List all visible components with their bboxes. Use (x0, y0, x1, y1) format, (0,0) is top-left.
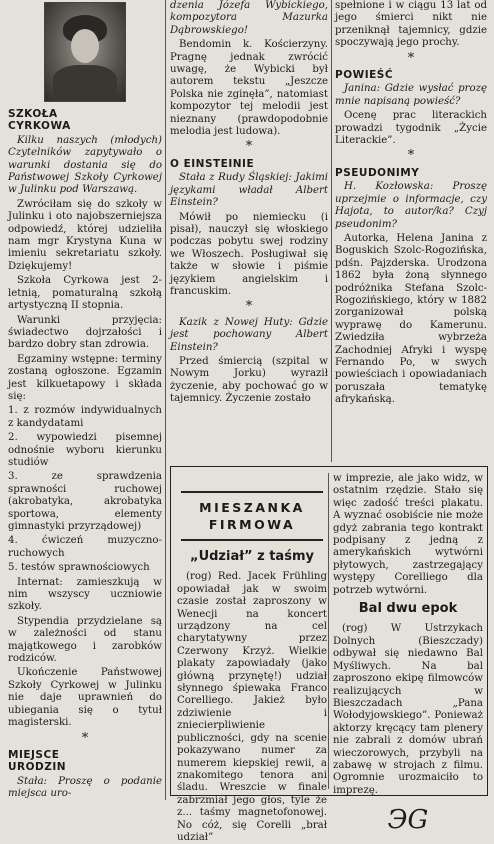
answer-paragraph: Ukończenie Państwowej Szkoły Cyrkowej w Julinku nie daje uprawnień do ubiegania się o tytuł magisterski. (8, 667, 162, 729)
reader-question-continued: dzenia Józefa Wybickiego, kompozytora Mazurka Dąbrowskiego! (170, 0, 328, 36)
star-separator-icon: * (245, 299, 253, 315)
reader-question: Stała: Proszę o podanie miejsca uro- (8, 775, 162, 800)
answer-paragraph: Szkoła Cyrkowa jest 2-letnią, pomaturalną szkołą artystyczną II stopnia. (8, 275, 162, 312)
answer-paragraph: Przed śmiercią (szpital w Nowym Jorku) wyraził życzenie, aby pochować go w tajemnicy. Życzenie zostało (170, 355, 328, 405)
heading-powiesc: POWIEŚĆ (335, 69, 394, 82)
reader-question: Kazik z Nowej Huty: Gdzie jest pochowany Albert Einstein? (170, 316, 328, 353)
answer-paragraph: Internat: zamieszkują w nim wszyscy uczniowie szkoły. (8, 576, 162, 613)
answer-paragraph: Mówił po niemiecku (i pisał), nauczył się włoskiego podczas pobytu swej rodziny we Włoszech. Posługiwał się także w słowie i piśmie językiem angielskim i francuskim. (170, 211, 328, 297)
article-paragraph: (rog) Red. Jacek Frühling opowiadał jak w swoim czasie został zaproszony w Wenecji na koncert urządzony na cel charytatywny przez Czerwony Krzyż. Wielkie plakaty zapowiadały (jako główną przynętę!) udział słynnego śpiewaka Franco Corelliego. Jakież było zdziwienie i zniecierpliwienie publiczności, gdy na scenie pokazywano numer za numerem kiepskiej rewii, a znakomitego tenora ani śladu. Wreszcie w finale zabrzmiał jego głos, tyle że z... taśmy magnetofonowej. No cóż, się Corelli „brał udział” (177, 571, 327, 843)
box-column-left (177, 473, 327, 843)
column-left (8, 0, 162, 800)
answer-paragraph: Autorka, Helena Janina z Boguskich Szolc-Rogozińska, pdśn. Pajzderska. Urodzona 1862 była żoną słynnego podróżnika Stefana Szolc-Rogozińskiego, który w 1882 zorganizował polską wyprawę do Kamerunu. Zwiedziła wybrzeża Zachodniej Afryki i wyspę Fernando Po, w swych powieściach i opowiadaniach poruszała tematykę afrykańską. (335, 232, 487, 406)
heading-miejsce-urodzin: MIEJSCE URODZIN (8, 748, 67, 774)
column-divider (165, 0, 166, 800)
column-right (335, 0, 487, 462)
list-item: 2. wypowiedzi pisemnej odnośnie wyboru kierunku studiów (8, 432, 162, 468)
answer-paragraph: Warunki przyjęcia: świadectwo dojrzałości i bardzo dobry stan zdrowia. (8, 314, 162, 351)
article-title: Bal dwu epok (358, 601, 458, 617)
star-separator-icon: * (81, 730, 89, 746)
list-item: 5. testów sprawnościowych (8, 562, 150, 574)
heading-pseudonimy: PSEUDONIMY (335, 166, 420, 179)
article-title: „Udział” z taśmy (190, 549, 314, 564)
rubric-title: MIESZANKA FIRMOWA (181, 491, 323, 541)
answer-paragraph: Egzaminy wstępne: terminy zostaną ogłoszone. Egzamin jest kilkuetapowy i składa się: (8, 353, 162, 402)
column-middle (170, 0, 328, 462)
star-separator-icon: * (245, 139, 253, 155)
answer-paragraph: Bendomin k. Kościerzyny. Pragnę jednak zwrócić uwagę, że Wybicki był autorem tekstu „Jeszcze Polska nie zginęła”, natomiast kompozytor tej melodii jest nieznany (prawdopodobnie melodia jest ludowa). (170, 39, 328, 138)
portrait-photo-icon (44, 2, 126, 102)
mieszanka-firmowa-box (170, 466, 488, 843)
article-paragraph: (rog) W Ustrzykach Dolnych (Bieszczady) odbywał się niedawno Bal Myśliwych. Na bal zaproszono ekipę filmowców realizujących w Bieszczadach „Pana Wołodyjowskiego”. Ponieważ aktorzy kręcący tam plenery nie zabrali z domów ubrań wieczorowych, przybyli na zabawę w strojach z filmu. Ogromnie urozmaiciło to imprezę. (333, 623, 483, 796)
reader-question: H. Kozłowska: Proszę uprzejmie o informacje, czy Hajota, to autor/ka? Czyj pseudonim? (335, 181, 487, 230)
reader-question: Stała z Rudy Śląskiej: Jakimi językami władał Albert Einstein? (170, 172, 328, 209)
article-paragraph-continued: w imprezie, ale jako widz, w ostatnim rzędzie. Stało się więc zadość treści plakatu. A wyznać osobiście nie może gdyż zabrania tego kontrakt podpisany z jedną z amerykańskich wytwórni płytowych, zastrzegający występy Corelliego dla potrzeb wytwórni. (333, 473, 483, 596)
answer-paragraph: Stypendia przydzielane są w zależności od stanu majątkowego i zarobków rodziców. (8, 615, 162, 665)
column-divider (328, 473, 329, 789)
star-separator-icon: * (407, 148, 415, 164)
answer-paragraph: Zwróciłam się do szkoły w Julinku i oto najobszerniejsza odpowiedź, której udzieliła nam mgr Krystyna Kuna w imieniu sekretariatu szkoły. Dziękujemy! (8, 198, 162, 272)
list-item: 1. z rozmów indywidualnych z kandydatami (8, 405, 162, 429)
author-signature: ЭG (387, 805, 429, 836)
answer-paragraph-continued: spełnione i w ciągu 13 lat od jego śmierci nikt nie przeniknął tajemnicy, gdzie spoczywają jego prochy. (335, 0, 487, 49)
reader-question: Kilku naszych (młodych) Czytelników zapytywało o warunki dostania się do Państwowej Szkoły Cyrkowej w Julinku pod Warszawą. (8, 134, 162, 196)
heading-szkola-cyrkowa: SZKOŁA CYRKOWA (8, 108, 71, 133)
box-column-right (333, 473, 483, 836)
star-separator-icon: * (407, 50, 415, 66)
list-item: 3. ze sprawdzenia sprawności ruchowej (akrobatyka, akrobatyka sportowa, elementy gimnastyki przyrządowej) (8, 471, 162, 532)
reader-question: Janina: Gdzie wysłać prozę mnie napisaną powieść? (335, 83, 487, 107)
heading-o-einsteinie: O EINSTEINIE (170, 157, 255, 170)
list-item: 4. ćwiczeń muzyczno-ruchowych (8, 535, 162, 559)
column-divider (331, 0, 332, 462)
answer-paragraph: Ocenę prac literackich prowadzi tygodnik „Życie Literackie”. (335, 110, 487, 147)
